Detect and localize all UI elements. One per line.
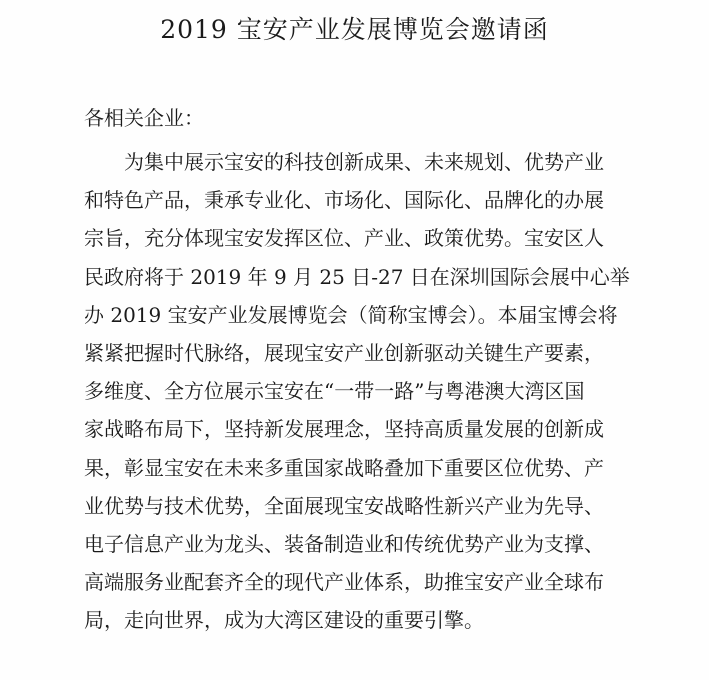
body-line: 高端服务业配套齐全的现代产业体系，助推宝安产业全球布 xyxy=(84,570,604,595)
body-line: 电子信息产业为龙头、装备制造业和传统优势产业为支撑、 xyxy=(84,531,604,556)
body-line: 紧紧把握时代脉络，展现宝安产业创新驱动关键生产要素， xyxy=(84,340,604,365)
body-line: 办 2019 宝安产业发展博览会（简称宝博会）。本届宝博会将 xyxy=(84,302,618,327)
body-line: 和特色产品，秉承专业化、市场化、国际化、品牌化的办展 xyxy=(84,188,604,213)
body-line: 业优势与技术优势，全面展现宝安战略性新兴产业为先导、 xyxy=(84,493,604,518)
body-line: 果，彰显宝安在未来多重国家战略叠加下重要区位优势、产 xyxy=(84,455,604,480)
body-line: 宗旨，充分体现宝安发挥区位、产业、政策优势。宝安区人 xyxy=(84,226,604,251)
body-line: 多维度、全方位展示宝安在“一带一路”与粤港澳大湾区国 xyxy=(84,379,585,404)
body-paragraph xyxy=(84,143,644,639)
body-line: 为集中展示宝安的科技创新成果、未来规划、优势产业 xyxy=(124,150,604,174)
body-line: 家战略布局下，坚持新发展理念，坚持高质量发展的创新成 xyxy=(84,417,604,442)
body-line: 局，走向世界，成为大湾区建设的重要引擎。 xyxy=(84,608,484,633)
salutation: 各相关企业： xyxy=(84,106,204,130)
page-title: 2019 宝安产业发展博览会邀请函 xyxy=(160,15,549,44)
body-line: 民政府将于 2019 年 9 月 25 日-27 日在深圳国际会展中心举 xyxy=(84,264,630,289)
